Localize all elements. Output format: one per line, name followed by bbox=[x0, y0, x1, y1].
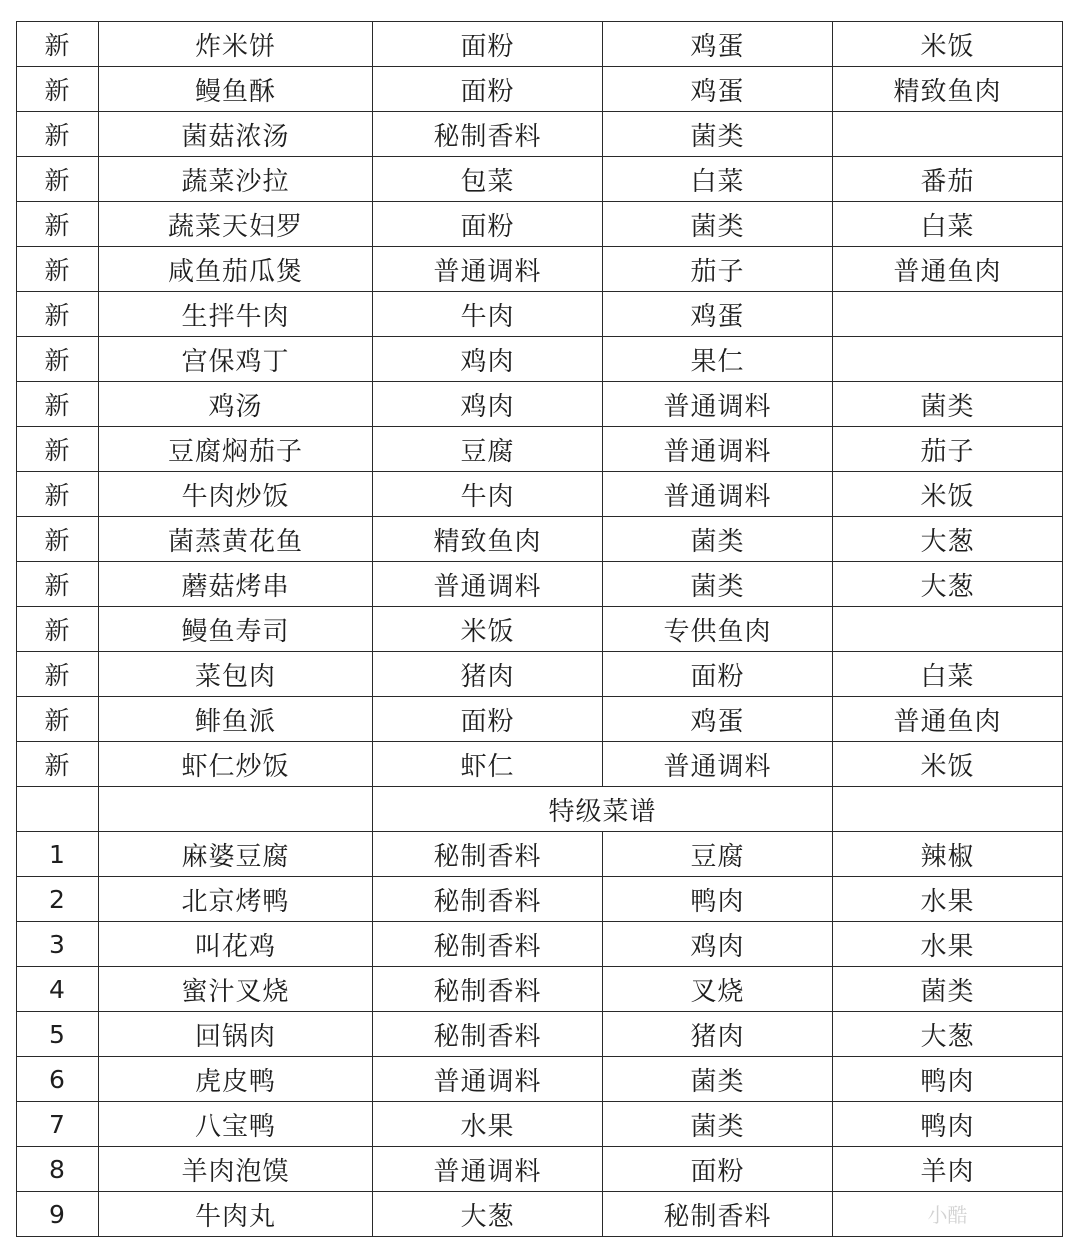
ingredient-2-cell: 菌类 bbox=[603, 112, 833, 157]
dish-name-cell: 鳗鱼寿司 bbox=[99, 607, 373, 652]
ingredient-1-cell: 水果 bbox=[373, 1102, 603, 1147]
recipe-table-container bbox=[16, 21, 1062, 1237]
dish-name-cell: 菜包肉 bbox=[99, 652, 373, 697]
new-recipe-row bbox=[17, 652, 1063, 697]
new-recipe-row bbox=[17, 337, 1063, 382]
dish-name-cell: 麻婆豆腐 bbox=[99, 832, 373, 877]
dish-name-cell: 菌菇浓汤 bbox=[99, 112, 373, 157]
dish-name-cell: 咸鱼茄瓜煲 bbox=[99, 247, 373, 292]
ingredient-2-cell: 面粉 bbox=[603, 1147, 833, 1192]
special-recipe-row bbox=[17, 1147, 1063, 1192]
ingredient-1-cell: 普通调料 bbox=[373, 247, 603, 292]
ingredient-2-cell: 菌类 bbox=[603, 562, 833, 607]
ingredient-3-cell: 大葱 bbox=[833, 562, 1063, 607]
new-recipe-row bbox=[17, 607, 1063, 652]
row-label-cell: 新 bbox=[17, 607, 99, 652]
ingredient-1-cell: 鸡肉 bbox=[373, 337, 603, 382]
new-recipe-row bbox=[17, 382, 1063, 427]
dish-name-cell: 回锅肉 bbox=[99, 1012, 373, 1057]
ingredient-2-cell: 茄子 bbox=[603, 247, 833, 292]
ingredient-2-cell: 菌类 bbox=[603, 1102, 833, 1147]
ingredient-2-cell: 菌类 bbox=[603, 1057, 833, 1102]
row-label-cell: 新 bbox=[17, 112, 99, 157]
recipe-table-body bbox=[17, 22, 1063, 1237]
ingredient-3-cell: 精致鱼肉 bbox=[833, 67, 1063, 112]
dish-name-cell: 蘑菇烤串 bbox=[99, 562, 373, 607]
ingredient-3-cell: 普通鱼肉 bbox=[833, 697, 1063, 742]
row-label-cell: 3 bbox=[17, 922, 99, 967]
ingredient-1-cell: 面粉 bbox=[373, 697, 603, 742]
row-label-cell: 新 bbox=[17, 337, 99, 382]
ingredient-3-cell: 茄子 bbox=[833, 427, 1063, 472]
new-recipe-row bbox=[17, 67, 1063, 112]
ingredient-1-cell: 秘制香料 bbox=[373, 877, 603, 922]
row-label-cell: 新 bbox=[17, 67, 99, 112]
dish-name-cell: 蜜汁叉烧 bbox=[99, 967, 373, 1012]
ingredient-3-cell: 普通鱼肉 bbox=[833, 247, 1063, 292]
row-label-cell: 8 bbox=[17, 1147, 99, 1192]
ingredient-1-cell: 普通调料 bbox=[373, 562, 603, 607]
row-label-cell: 5 bbox=[17, 1012, 99, 1057]
ingredient-3-cell: 鸭肉 bbox=[833, 1102, 1063, 1147]
new-recipe-row bbox=[17, 247, 1063, 292]
ingredient-2-cell: 豆腐 bbox=[603, 832, 833, 877]
ingredient-1-cell: 包菜 bbox=[373, 157, 603, 202]
ingredient-3-cell: 白菜 bbox=[833, 202, 1063, 247]
recipe-table bbox=[16, 21, 1063, 1237]
ingredient-2-cell: 普通调料 bbox=[603, 742, 833, 787]
row-label-cell: 新 bbox=[17, 157, 99, 202]
dish-name-cell: 虾仁炒饭 bbox=[99, 742, 373, 787]
ingredient-1-cell: 牛肉 bbox=[373, 292, 603, 337]
dish-name-cell: 菌蒸黄花鱼 bbox=[99, 517, 373, 562]
special-recipe-row bbox=[17, 922, 1063, 967]
new-recipe-row bbox=[17, 742, 1063, 787]
row-label-cell: 9 bbox=[17, 1192, 99, 1237]
dish-name-cell: 鲱鱼派 bbox=[99, 697, 373, 742]
ingredient-3-cell: 大葱 bbox=[833, 1012, 1063, 1057]
new-recipe-row bbox=[17, 112, 1063, 157]
ingredient-3-cell bbox=[833, 112, 1063, 157]
ingredient-3-cell: 菌类 bbox=[833, 967, 1063, 1012]
ingredient-2-cell: 普通调料 bbox=[603, 427, 833, 472]
ingredient-1-cell: 秘制香料 bbox=[373, 922, 603, 967]
section-header-empty-cell bbox=[833, 787, 1063, 832]
ingredient-2-cell: 鸡蛋 bbox=[603, 697, 833, 742]
new-recipe-row bbox=[17, 202, 1063, 247]
ingredient-1-cell: 精致鱼肉 bbox=[373, 517, 603, 562]
special-recipe-row bbox=[17, 1057, 1063, 1102]
special-recipe-row bbox=[17, 1012, 1063, 1057]
ingredient-3-cell: 羊肉 bbox=[833, 1147, 1063, 1192]
ingredient-3-cell: 米饭 bbox=[833, 472, 1063, 517]
ingredient-3-cell: 白菜 bbox=[833, 652, 1063, 697]
ingredient-1-cell: 大葱 bbox=[373, 1192, 603, 1237]
ingredient-1-cell: 虾仁 bbox=[373, 742, 603, 787]
row-label-cell: 新 bbox=[17, 562, 99, 607]
ingredient-1-cell: 鸡肉 bbox=[373, 382, 603, 427]
new-recipe-row bbox=[17, 472, 1063, 517]
dish-name-cell: 宫保鸡丁 bbox=[99, 337, 373, 382]
row-label-cell: 7 bbox=[17, 1102, 99, 1147]
ingredient-2-cell: 普通调料 bbox=[603, 382, 833, 427]
ingredient-1-cell: 豆腐 bbox=[373, 427, 603, 472]
row-label-cell: 新 bbox=[17, 652, 99, 697]
dish-name-cell: 虎皮鸭 bbox=[99, 1057, 373, 1102]
row-label-cell: 新 bbox=[17, 382, 99, 427]
ingredient-2-cell: 果仁 bbox=[603, 337, 833, 382]
ingredient-1-cell: 面粉 bbox=[373, 67, 603, 112]
ingredient-1-cell: 牛肉 bbox=[373, 472, 603, 517]
ingredient-2-cell: 叉烧 bbox=[603, 967, 833, 1012]
dish-name-cell: 鸡汤 bbox=[99, 382, 373, 427]
row-label-cell: 新 bbox=[17, 742, 99, 787]
dish-name-cell: 牛肉炒饭 bbox=[99, 472, 373, 517]
special-recipe-row bbox=[17, 832, 1063, 877]
ingredient-1-cell: 米饭 bbox=[373, 607, 603, 652]
ingredient-1-cell: 秘制香料 bbox=[373, 1012, 603, 1057]
ingredient-3-cell: 水果 bbox=[833, 922, 1063, 967]
ingredient-3-cell: 米饭 bbox=[833, 742, 1063, 787]
ingredient-1-cell: 秘制香料 bbox=[373, 967, 603, 1012]
special-recipe-row bbox=[17, 1102, 1063, 1147]
ingredient-2-cell: 猪肉 bbox=[603, 1012, 833, 1057]
ingredient-1-cell: 面粉 bbox=[373, 22, 603, 67]
ingredient-2-cell: 鸡肉 bbox=[603, 922, 833, 967]
special-recipe-row bbox=[17, 1192, 1063, 1237]
new-recipe-row bbox=[17, 292, 1063, 337]
section-header-empty-cell bbox=[17, 787, 99, 832]
dish-name-cell: 鳗鱼酥 bbox=[99, 67, 373, 112]
row-label-cell: 新 bbox=[17, 427, 99, 472]
section-header-title: 特级菜谱 bbox=[373, 787, 833, 832]
ingredient-2-cell: 菌类 bbox=[603, 517, 833, 562]
new-recipe-row bbox=[17, 562, 1063, 607]
ingredient-2-cell: 专供鱼肉 bbox=[603, 607, 833, 652]
ingredient-3-cell: 辣椒 bbox=[833, 832, 1063, 877]
ingredient-3-cell: 米饭 bbox=[833, 22, 1063, 67]
dish-name-cell: 蔬菜天妇罗 bbox=[99, 202, 373, 247]
ingredient-3-cell bbox=[833, 337, 1063, 382]
ingredient-1-cell: 普通调料 bbox=[373, 1057, 603, 1102]
dish-name-cell: 北京烤鸭 bbox=[99, 877, 373, 922]
new-recipe-row bbox=[17, 517, 1063, 562]
row-label-cell: 新 bbox=[17, 292, 99, 337]
row-label-cell: 6 bbox=[17, 1057, 99, 1102]
row-label-cell: 新 bbox=[17, 517, 99, 562]
watermark-logo: 小酷 bbox=[927, 1203, 968, 1227]
row-label-cell: 1 bbox=[17, 832, 99, 877]
ingredient-2-cell: 鸡蛋 bbox=[603, 22, 833, 67]
ingredient-1-cell: 普通调料 bbox=[373, 1147, 603, 1192]
row-label-cell: 新 bbox=[17, 697, 99, 742]
ingredient-2-cell: 秘制香料 bbox=[603, 1192, 833, 1237]
ingredient-1-cell: 秘制香料 bbox=[373, 112, 603, 157]
section-header-row bbox=[17, 787, 1063, 832]
section-header-empty-cell bbox=[99, 787, 373, 832]
ingredient-2-cell: 鸡蛋 bbox=[603, 292, 833, 337]
special-recipe-row bbox=[17, 967, 1063, 1012]
dish-name-cell: 羊肉泡馍 bbox=[99, 1147, 373, 1192]
row-label-cell: 4 bbox=[17, 967, 99, 1012]
ingredient-3-cell: 菌类 bbox=[833, 382, 1063, 427]
special-recipe-row bbox=[17, 877, 1063, 922]
row-label-cell: 新 bbox=[17, 22, 99, 67]
ingredient-3-cell bbox=[833, 607, 1063, 652]
ingredient-2-cell: 鸡蛋 bbox=[603, 67, 833, 112]
ingredient-3-cell bbox=[833, 1192, 1063, 1237]
ingredient-3-cell: 大葱 bbox=[833, 517, 1063, 562]
ingredient-3-cell bbox=[833, 292, 1063, 337]
ingredient-2-cell: 普通调料 bbox=[603, 472, 833, 517]
new-recipe-row bbox=[17, 427, 1063, 472]
dish-name-cell: 叫花鸡 bbox=[99, 922, 373, 967]
row-label-cell: 新 bbox=[17, 472, 99, 517]
row-label-cell: 新 bbox=[17, 202, 99, 247]
dish-name-cell: 豆腐焖茄子 bbox=[99, 427, 373, 472]
ingredient-2-cell: 鸭肉 bbox=[603, 877, 833, 922]
ingredient-2-cell: 白菜 bbox=[603, 157, 833, 202]
new-recipe-row bbox=[17, 22, 1063, 67]
ingredient-1-cell: 面粉 bbox=[373, 202, 603, 247]
row-label-cell: 新 bbox=[17, 247, 99, 292]
ingredient-2-cell: 面粉 bbox=[603, 652, 833, 697]
dish-name-cell: 牛肉丸 bbox=[99, 1192, 373, 1237]
dish-name-cell: 蔬菜沙拉 bbox=[99, 157, 373, 202]
ingredient-3-cell: 水果 bbox=[833, 877, 1063, 922]
ingredient-2-cell: 菌类 bbox=[603, 202, 833, 247]
dish-name-cell: 炸米饼 bbox=[99, 22, 373, 67]
ingredient-3-cell: 番茄 bbox=[833, 157, 1063, 202]
dish-name-cell: 八宝鸭 bbox=[99, 1102, 373, 1147]
ingredient-1-cell: 秘制香料 bbox=[373, 832, 603, 877]
ingredient-3-cell: 鸭肉 bbox=[833, 1057, 1063, 1102]
ingredient-1-cell: 猪肉 bbox=[373, 652, 603, 697]
row-label-cell: 2 bbox=[17, 877, 99, 922]
new-recipe-row bbox=[17, 697, 1063, 742]
dish-name-cell: 生拌牛肉 bbox=[99, 292, 373, 337]
new-recipe-row bbox=[17, 157, 1063, 202]
